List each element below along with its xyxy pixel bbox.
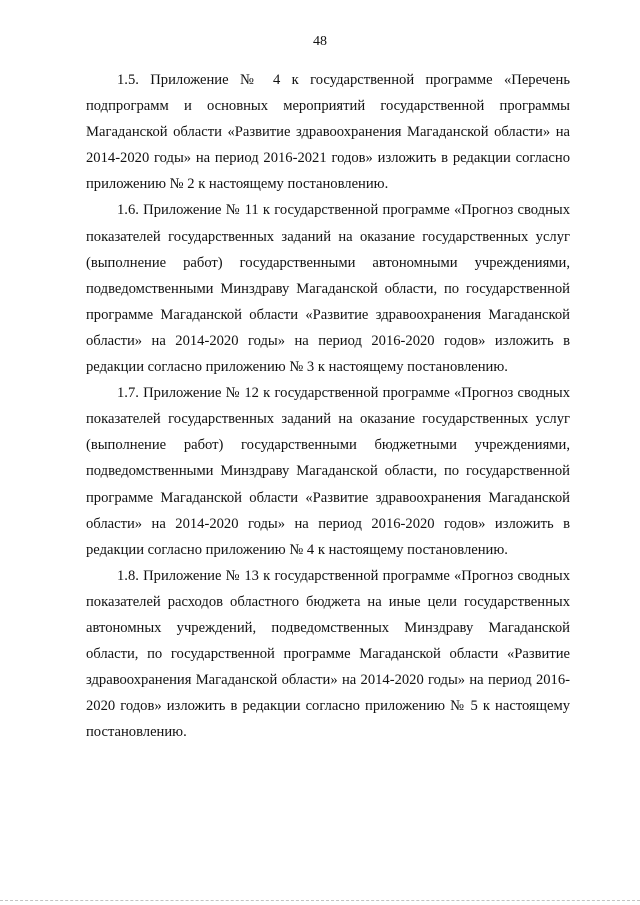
paragraph-1-8: 1.8. Приложение № 13 к государственной программе «Прогноз сводных показателей расходов областного бюджета на иные цели государственных автономных учреждений, подведомственных Минздраву Магаданской области, по государственной программе Магаданской области «Развитие здравоохранения Магаданской области» на 2014-2020 годы» на период 2016-2020 годов» изложить в редакции согласно приложению № 5 к настоящему постановлению.	[86, 567, 570, 741]
paragraph-1-5: 1.5. Приложение № 4 к государственной программе «Перечень подпрограмм и основных мероприятий государственной программы Магаданской области «Развитие здравоохранения Магаданской области» на 2014-2020 годы» на период 2016-2021 годов» изложить в редакции согласно приложению № 2 к настоящему постановлению.	[86, 72, 570, 193]
paragraph-1-6: 1.6. Приложение № 11 к государственной программе «Прогноз сводных показателей государственных заданий на оказание государственных услуг (выполнение работ) государственными автономными учреждениями, подведомственными Минздраву Магаданской области, по государственной программе Магаданской области «Развитие здравоохранения Магаданской области» на 2014-2020 годы» на период 2016-2020 годов» изложить в редакции согласно приложению № 3 к настоящему постановлению.	[86, 202, 570, 376]
paragraph-1-7: 1.7. Приложение № 12 к государственной программе «Прогноз сводных показателей государственных заданий на оказание государственных услуг (выполнение работ) государственными бюджетными учреждениями, подведомственными Минздраву Магаданской области, по государственной программе Магаданской области «Развитие здравоохранения Магаданской области» на 2014-2020 годы» на период 2016-2020 годов» изложить в редакции согласно приложению № 4 к настоящему постановлению.	[86, 385, 570, 558]
scan-edge-line	[0, 900, 640, 901]
page-number: 48	[313, 34, 327, 49]
document-body	[86, 67, 570, 745]
